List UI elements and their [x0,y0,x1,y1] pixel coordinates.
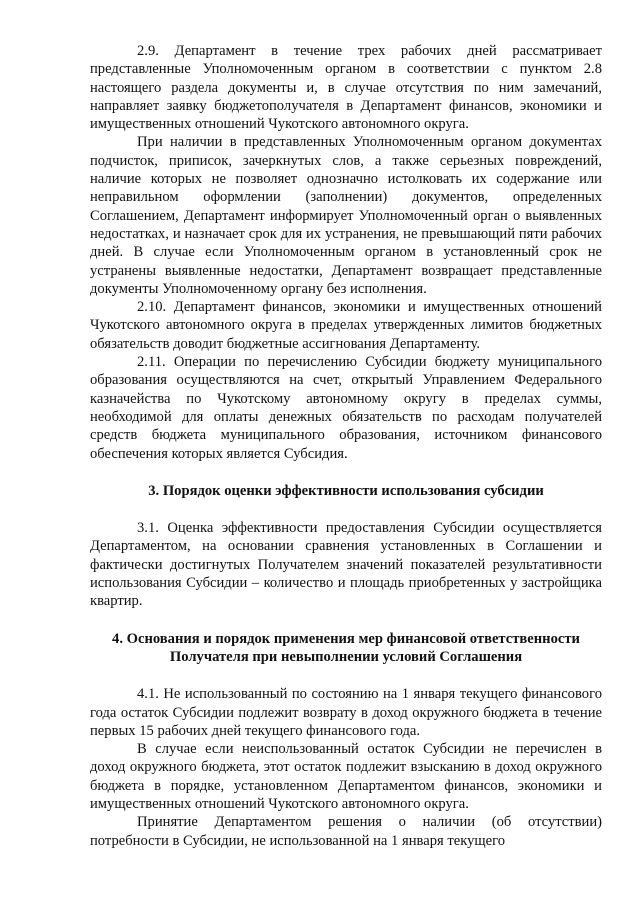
section-4-heading-line1: 4. Основания и порядок применения мер финансовой ответственности [112,630,580,647]
paragraph-4-1: 4.1. Не использованный по состоянию на 1 января текущего финансового года остаток Субсидии подлежит возврату в доход окружного бюджета в течение первых 15 рабочих дней текущего финансового года. [90,686,602,739]
section-3-heading: 3. Порядок оценки эффективности использования субсидии [148,482,544,499]
paragraph-2-9: 2.9. Департамент в течение трех рабочих дней рассматривает представленные Уполномоченным органом в соответствии с пунктом 2.8 настоящего раздела документы и, в случае отсутствия по ним замечаний, направляет заявку бюджетополучателя в Департамент финансов, экономики и имущественных отношений Чукотского автономного округа. [90,43,602,133]
paragraph-2-11: 2.11. Операции по перечислению Субсидии бюджету муниципального образования осуществляются на счет, открытый Управлением Федерального казначейства по Чукотскому автономному округу в пределах суммы, необходимой для оплаты денежных обязательств по расходам получателей средств бюджета муниципального образования, источником финансового обеспечения которых является Субсидия. [90,354,602,462]
paragraph-decision: Принятие Департаментом решения о наличии (об отсутствии) потребности в Субсидии, не использованной на 1 января текущего [90,814,602,849]
paragraph-3-1: 3.1. Оценка эффективности предоставления Субсидии осуществляется Департаментом, на основании сравнения установленных в Соглашении и фактически достигнутых Получателем значений показателей результативности использования Субсидии – количество и площадь приобретенных у застройщика квартир. [90,520,602,610]
section-4-heading [90,630,602,667]
paragraph-unspent-remainder: В случае если неиспользованный остаток Субсидии не перечислен в доход окружного бюджета, этот остаток подлежит взысканию в доход окружного бюджета в порядке, установленном Департаментом финансов, экономики и имущественных отношений Чукотского автономного округа. [90,741,602,812]
paragraph-deficiencies: При наличии в представленных Уполномоченным органом документах подчисток, приписок, зачеркнутых слов, а также серьезных повреждений, наличие которых не позволяет однозначно истолковать их содержание или неправильном оформлении (заполнении) документов, определенных Соглашением, Департамент информирует Уполномоченный орган о выявленных недостатках, и назначает срок для их устранения, не превышающий пяти рабочих дней. В случае если Уполномоченным органом в установленный срок не устранены выявленные недостатки, Департамент возвращает представленные документы Уполномоченному органу без исполнения. [90,134,602,297]
paragraph-2-10: 2.10. Департамент финансов, экономики и имущественных отношений Чукотского автономного округа в пределах утвержденных лимитов бюджетных обязательств доводит бюджетные ассигнования Департаменту. [90,299,602,352]
document-page [90,42,602,850]
section-4-heading-line2: Получателя при невыполнении условий Соглашения [169,648,523,665]
